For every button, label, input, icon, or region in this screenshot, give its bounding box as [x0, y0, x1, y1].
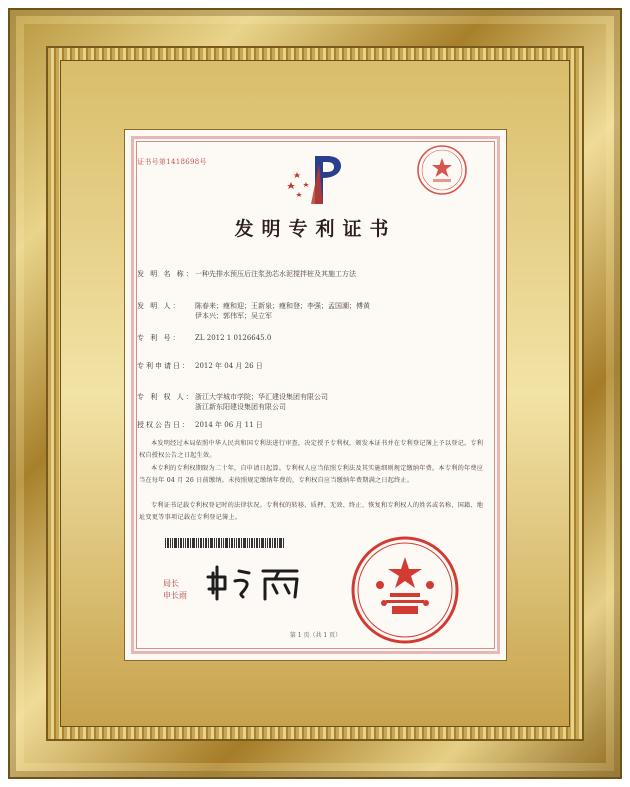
certificate-title: 发明专利证书: [234, 218, 397, 240]
certificate-paper: [125, 130, 506, 660]
field-value: 浙江大学城市学院；华汇建设集团有限公司: [195, 393, 328, 401]
field-label: 专 利 号：: [137, 334, 182, 342]
certificate-number: 证书号第1418698号: [137, 158, 207, 166]
handwritten-signature: [205, 563, 305, 603]
field-label: 发 明 人：: [137, 302, 182, 310]
official-seal-top-icon: [416, 144, 468, 196]
field-value-group: [195, 301, 370, 321]
field-value: 一种先排水预压后注浆劲芯水泥搅拌桩及其施工方法: [195, 270, 356, 278]
field-patentee: [137, 392, 328, 412]
field-label: 专利申请日：: [137, 362, 191, 370]
director-title: 局长: [163, 579, 179, 588]
director-name: 申长雨: [163, 591, 187, 600]
field-grant-date: [137, 420, 263, 430]
body-paragraph: 专利证书记载专利权登记时的法律状况。专利权的转移、质押、无效、终止、恢复和专利权人的姓名或名称、国籍、地址变更等事项记载在专利登记簿上。: [139, 502, 484, 521]
field-label: 发 明 名 称：: [137, 270, 195, 278]
body-paragraph: 本发明经过本局依照中华人民共和国专利法进行审查，决定授予专利权，颁发本证书并在专利登记簿上予以登记。专利权自授权公告之日起生效。: [139, 440, 484, 459]
field-inventors: [137, 301, 370, 321]
field-label: 专 利 权 人：: [137, 393, 195, 401]
barcode-icon: [165, 538, 285, 548]
official-seal-icon: [350, 535, 460, 645]
field-value: ZL 2012 1 0126645.0: [195, 334, 272, 342]
page-indicator: 第 1 页（共 1 页）: [289, 632, 342, 639]
field-invention-name: [137, 269, 356, 279]
field-application-date: [137, 361, 263, 371]
field-value-group: [195, 392, 328, 412]
field-value: 2014 年 06 月 11 日: [195, 421, 263, 429]
field-value: 陈春来；瘦和迎；王新泉；瘦和登；李强；孟国潮；傅黄: [195, 302, 370, 310]
field-value-line2: 浙江新东阳建设集团有限公司: [195, 403, 286, 411]
field-value: 2012 年 04 月 26 日: [195, 362, 263, 370]
field-patent-number: [137, 333, 271, 343]
body-paragraph: 本专利的专利权期限为二十年，自申请日起算。专利权人应当依照专利法及其实施细则规定缴纳年费。本专利的年费应当在每年 04 月 26 日前缴纳。未按照规定缴纳年费的，专利权自应当缴纳年费期满之日起终止。: [139, 465, 484, 484]
patent-office-logo-icon: [285, 152, 345, 210]
field-label: 授权公告日：: [137, 421, 191, 429]
field-value-line2: 伊本兴；郭伟军；吴立军: [195, 312, 272, 320]
